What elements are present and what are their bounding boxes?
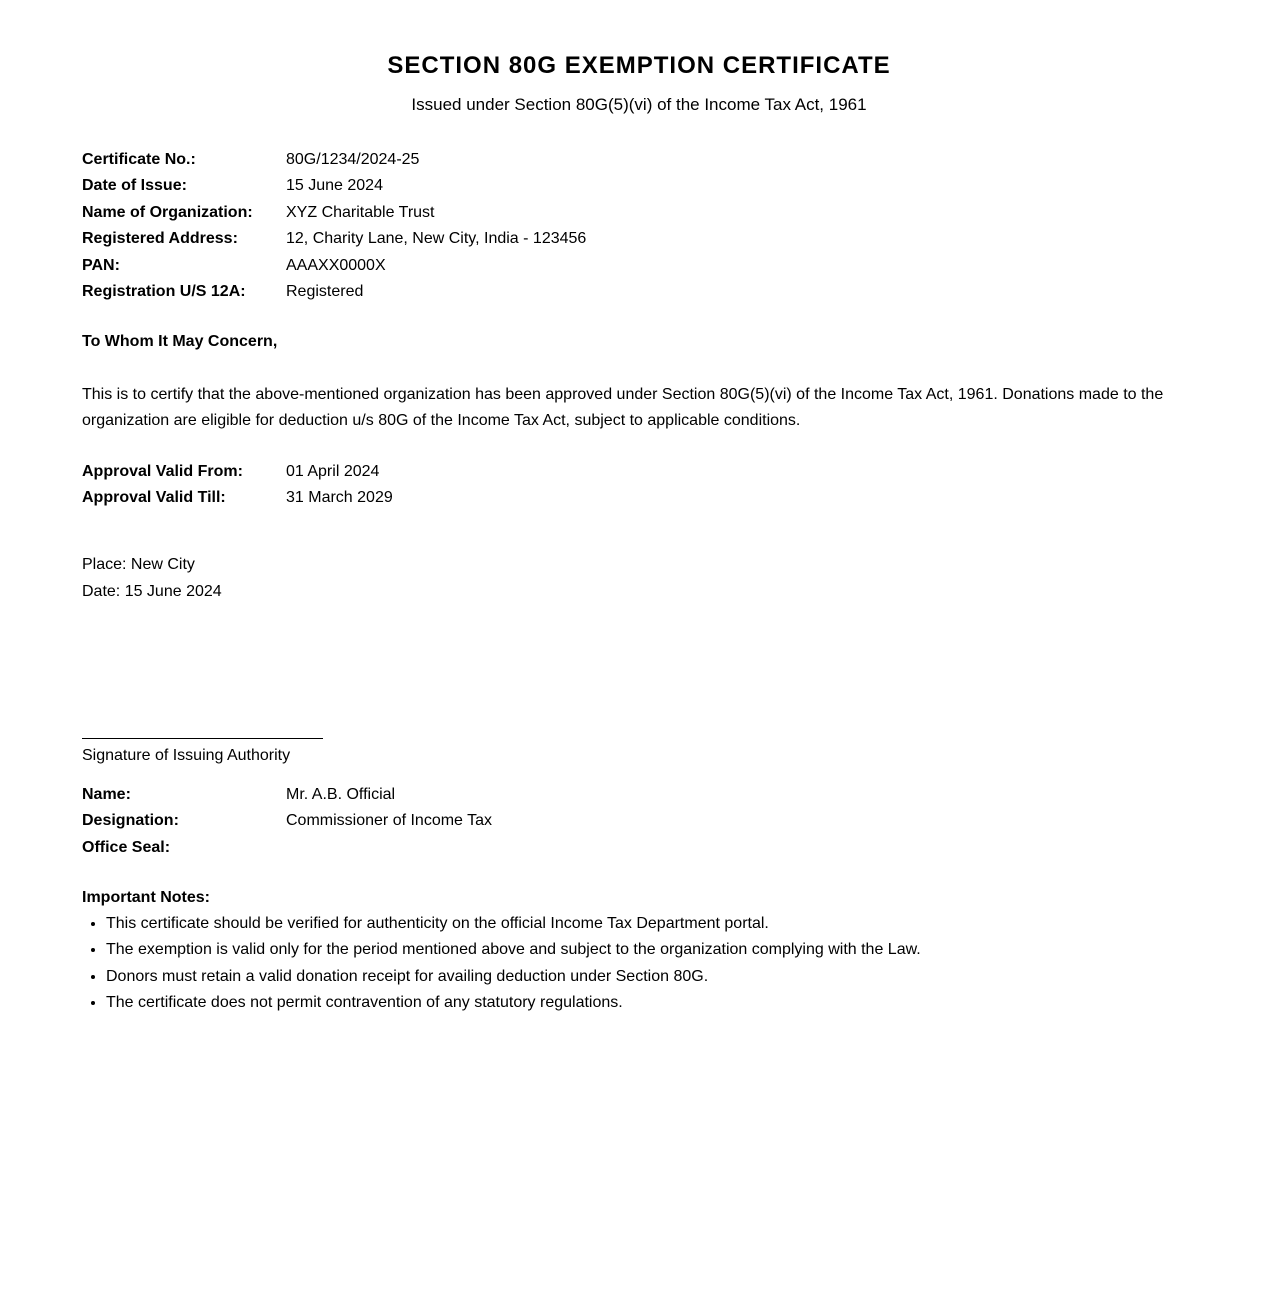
- list-item: • This certificate should be verified for authenticity on the official Income Tax Department portal.: [106, 911, 921, 937]
- notes-heading: Important Notes:: [82, 889, 210, 906]
- detail-label: Name of Organization:: [82, 203, 253, 221]
- validity-value: 01 April 2024: [286, 463, 380, 480]
- salutation: To Whom It May Concern,: [82, 333, 278, 350]
- detail-value: 80G/1234/2024-25: [286, 151, 420, 168]
- detail-label: Date of Issue:: [82, 177, 187, 195]
- detail-label: Registered Address:: [82, 230, 238, 248]
- detail-row-organization-name: [82, 200, 586, 226]
- list-item: • The certificate does not permit contravention of any statutory regulations.: [106, 990, 921, 1016]
- detail-label: Registration U/S 12A:: [82, 282, 246, 300]
- authority-row-designation: [82, 808, 492, 834]
- authority-label: Name:: [82, 786, 131, 803]
- page-subtitle: Issued under Section 80G(5)(vi) of the Income Tax Act, 1961: [411, 95, 867, 114]
- authority-value: Mr. A.B. Official: [286, 786, 396, 803]
- signature-line: [82, 738, 323, 739]
- detail-value: 12, Charity Lane, New City, India - 123456: [286, 230, 587, 248]
- detail-row-date-of-issue: [82, 173, 586, 199]
- signature-label: Signature of Issuing Authority: [82, 747, 291, 764]
- place-text: Place: New City: [82, 556, 195, 573]
- detail-row-certificate-no: [82, 147, 586, 173]
- detail-value: 15 June 2024: [286, 177, 383, 195]
- detail-label: PAN:: [82, 256, 120, 274]
- detail-row-registered-address: [82, 226, 586, 252]
- certification-statement: This is to certify that the above-mentioned organization has been approved under Section 80G(5)(vi) of the Income Tax Act, 1961. Donations made to the organization are eligible for deduction u/s 80G of the Income Tax Act, subject to applicable conditions.: [82, 386, 1164, 429]
- date-text: Date: 15 June 2024: [82, 583, 222, 600]
- authority-label: Office Seal:: [82, 838, 171, 856]
- authority-row-office-seal: [82, 835, 492, 861]
- detail-row-registration-12a: [82, 279, 586, 305]
- page-title: SECTION 80G EXEMPTION CERTIFICATE: [387, 52, 891, 79]
- validity-label: Approval Valid From:: [82, 463, 243, 480]
- certificate-details: [82, 147, 586, 305]
- validity-value: 31 March 2029: [286, 489, 393, 507]
- authority-value: Commissioner of Income Tax: [286, 812, 492, 830]
- validity-label: Approval Valid Till:: [82, 489, 226, 507]
- detail-label: Certificate No.:: [82, 151, 196, 168]
- authority-details: [82, 782, 492, 861]
- notes-list: [82, 911, 921, 1017]
- list-item: • Donors must retain a valid donation receipt for availing deduction under Section 80G.: [106, 964, 921, 990]
- validity-row-from: [82, 459, 393, 485]
- authority-label: Designation:: [82, 812, 179, 830]
- detail-value: XYZ Charitable Trust: [286, 203, 435, 221]
- approval-validity: [82, 459, 393, 512]
- detail-value: AAAXX0000X: [286, 256, 386, 274]
- detail-row-pan: [82, 253, 586, 279]
- place-date-block: [82, 551, 222, 605]
- list-item: • The exemption is valid only for the period mentioned above and subject to the organization complying with the Law.: [106, 937, 921, 963]
- validity-row-till: [82, 485, 393, 511]
- detail-value: Registered: [286, 282, 364, 300]
- authority-row-name: [82, 782, 492, 808]
